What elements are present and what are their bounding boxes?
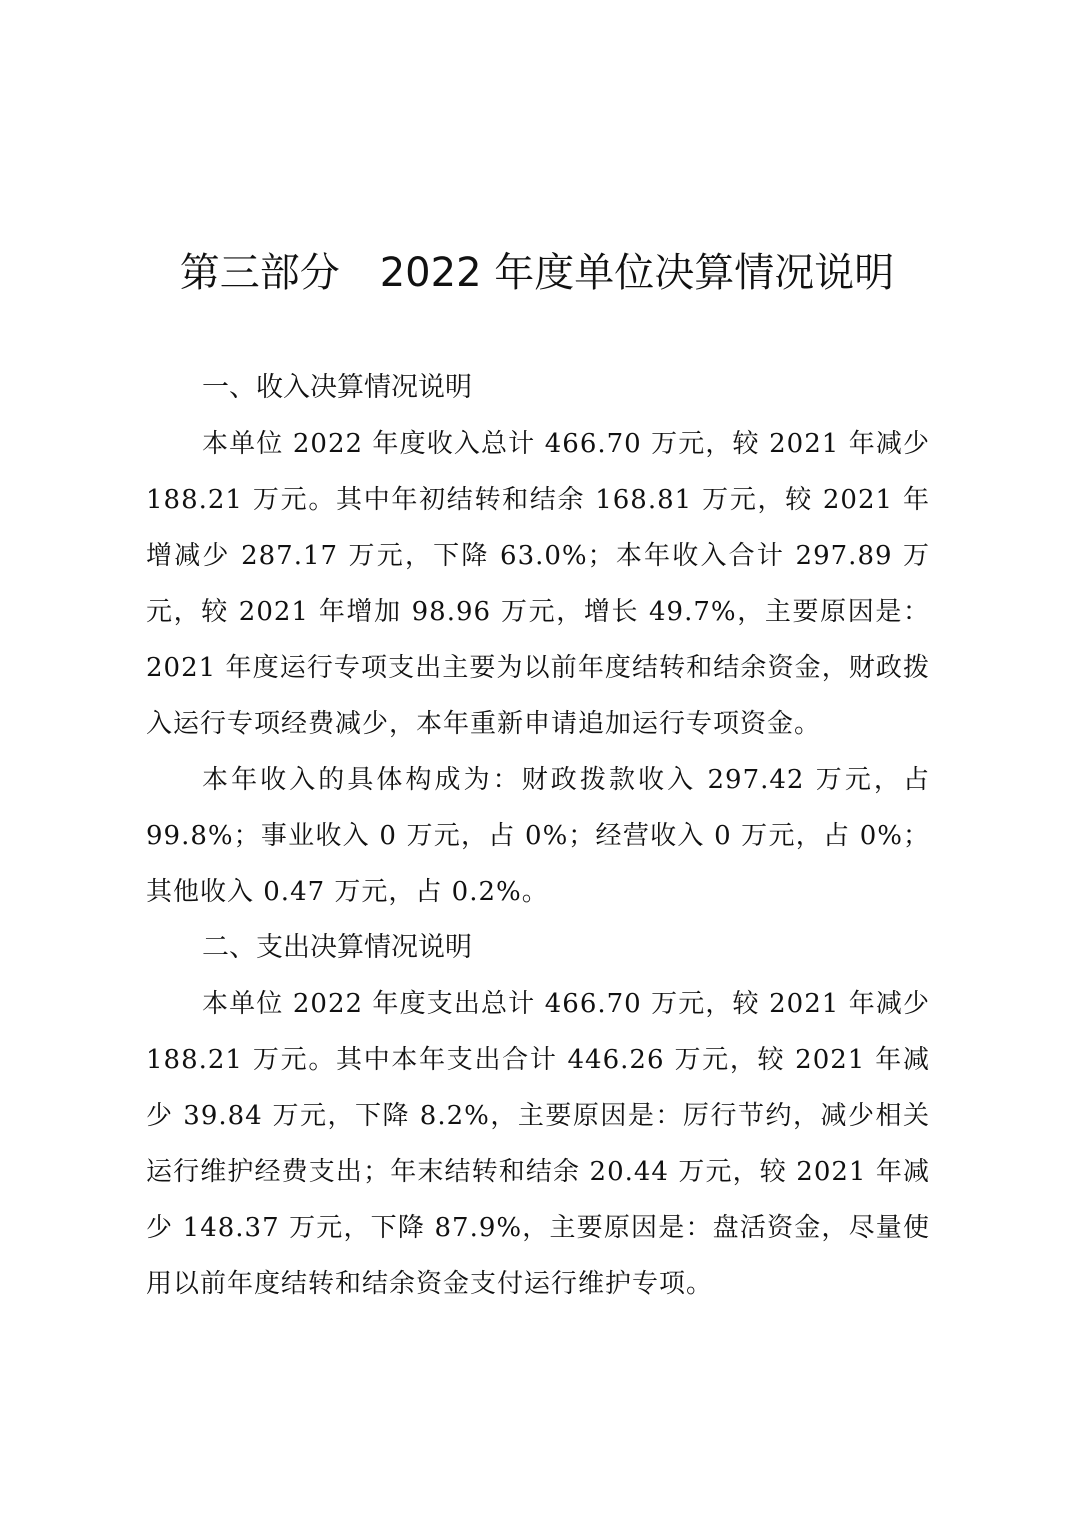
section-expenditure <box>146 920 930 1312</box>
section-heading-income: 一、收入决算情况说明 <box>202 372 472 403</box>
section-income <box>146 360 930 920</box>
paragraph-income-composition: 本年收入的具体构成为：财政拨款收入 297.42 万元，占 99.8%；事业收入 0 万元，占 0%；经营收入 0 万元，占 0%；其他收入 0.47 万元，占 0.2%。 <box>146 765 930 907</box>
paragraph-income-summary: 本单位 2022 年度收入总计 466.70 万元，较 2021 年减少 188.21 万元。其中年初结转和结余 168.81 万元，较 2021 年增减少 287.17 万元，下降 63.0%；本年收入合计 297.89 万元，较 2021 年增加 98.96 万元，增长 49.7%，主要原因是：2021 年度运行专项支出主要为以前年度结转和结余资金，财政拨入运行专项经费减少，本年重新申请追加运行专项资金。 <box>146 429 930 739</box>
section-heading-expenditure: 二、支出决算情况说明 <box>202 932 472 963</box>
document-body <box>146 360 930 1312</box>
paragraph-expenditure-summary: 本单位 2022 年度支出总计 466.70 万元，较 2021 年减少 188.21 万元。其中本年支出合计 446.26 万元，较 2021 年减少 39.84 万元，下降 8.2%，主要原因是：厉行节约，减少相关运行维护经费支出；年末结转和结余 20.44 万元，较 2021 年减少 148.37 万元，下降 87.9%，主要原因是：盘活资金，尽量使用以前年度结转和结余资金支付运行维护专项。 <box>146 989 930 1299</box>
page-title: 第三部分 2022 年度单位决算情况说明 <box>179 250 895 296</box>
